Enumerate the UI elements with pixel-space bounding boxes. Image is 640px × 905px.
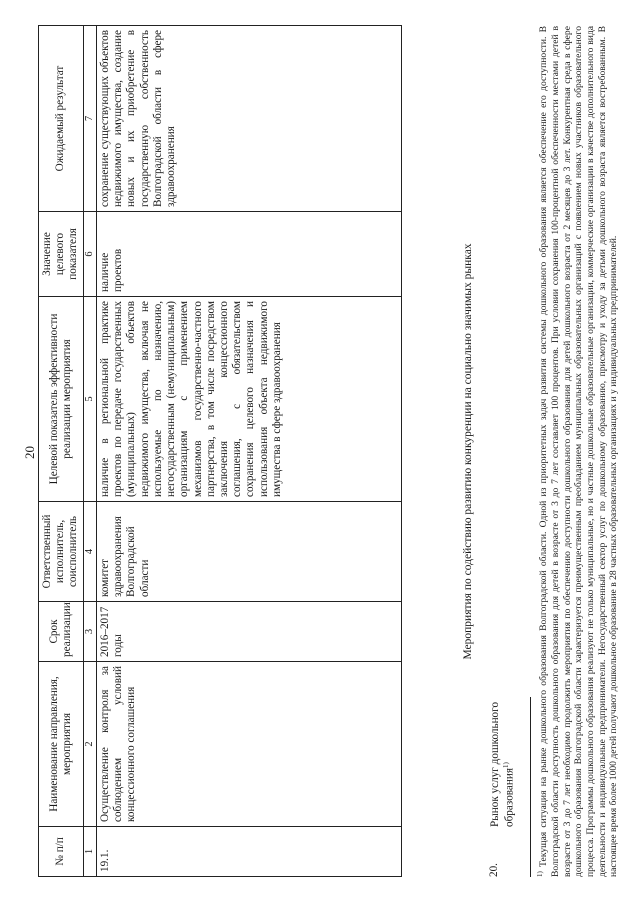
row-number: 20. <box>488 863 500 877</box>
footnote-divider <box>530 697 531 877</box>
column-number: 6 <box>83 212 96 297</box>
implementation-term: 2016–2017 годы <box>97 602 402 662</box>
section-title: Мероприятия по содействию развитию конкуренции на социально значимых рынках <box>462 243 474 660</box>
header-executor: Ответственный исполнитель, соисполнитель <box>39 502 84 602</box>
table-row <box>97 26 402 877</box>
market-name-text: Рынок услуг дошкольного образования <box>489 701 516 827</box>
measures-table <box>38 25 402 877</box>
footnote-text: Текущая ситуация на рынке дошкольного образования Волгоградской области. Одной из приоритетных задач развития системы дошкольного образования является обеспечение его доступности. В Волгоградской области доступность дошкольного образования для детей в возрасте от 3 до 7 лет составляет 100 процентов. При условии сохранения 100-процентной обеспеченности местами детей в возрасте от 3 до 7 лет необходимо продолжить мероприятия по обеспечению доступности дошкольного образования для детей дошкольного возраста от 2 месяцев до 3 лет. Конкурентная среда в сфере дошкольного образования Волгоградской области характеризуется преимущественным преобладанием муниципальных образовательных организаций с появлением новых участников образовательного процесса. Программы дошкольного образования реализуют не только муниципальные, но и частные дошкольные образовательные организации, коммерческие организации в качестве дополнительного вида деятельности и индивидуальные предприниматели. Негосударственный сектор услуг по дошкольному образованию, присмотру и уходу за детьми дошкольного возраста является востребованным. В настоящее время более 1000 детей получают дошкольное образование в 28 частных образовательных организациях и у индивидуальных предпринимателей. <box>538 26 620 877</box>
expected-result: сохранение существующих объектов недвижимого имущества, создание новых и их приобретение в государственную собственность Волгоградской области в сфере здравоохранения <box>97 26 402 212</box>
indicator-value: наличие проектов <box>97 212 402 297</box>
footnote-reference: 1) <box>502 762 510 768</box>
footnote <box>536 26 620 877</box>
column-number: 7 <box>83 26 96 212</box>
header-name: Наименование направления, мероприятия <box>39 662 84 827</box>
column-number: 4 <box>83 502 96 602</box>
column-number: 1 <box>83 827 96 877</box>
column-number: 3 <box>83 602 96 662</box>
footnote-mark: 1) <box>536 871 544 877</box>
table-header-row <box>39 26 84 877</box>
responsible-executor: комитет здравоохранения Волгоградской области <box>97 502 402 602</box>
column-number: 2 <box>83 662 96 827</box>
measure-name: Осуществление контроля за соблюдением условий концессионного соглашения <box>97 662 402 827</box>
column-number-row <box>83 26 96 877</box>
header-number: № п/п <box>39 827 84 877</box>
header-value: Значение целевого показателя <box>39 212 84 297</box>
header-indicator: Целевой показатель эффективности реализации мероприятия <box>39 297 84 502</box>
market-name <box>488 677 517 827</box>
header-term: Срок реализации <box>39 602 84 662</box>
target-indicator: наличие в региональной практике проектов по передаче государственных (муниципальных) объектов недвижимого имущества, включая не используемые по назначению, негосударственным (немуниципальным) организациям с применением механизмов государственно-частного партнерства, в том числе посредством заключения концессионного соглашения, с обязательством сохранения целевого назначения и использования объекта недвижимого имущества в сфере здравоохранения <box>97 297 402 502</box>
header-result: Ожидаемый результат <box>39 26 84 212</box>
page-number: 20 <box>22 446 37 459</box>
row-number: 19.1. <box>97 827 402 877</box>
column-number: 5 <box>83 297 96 502</box>
